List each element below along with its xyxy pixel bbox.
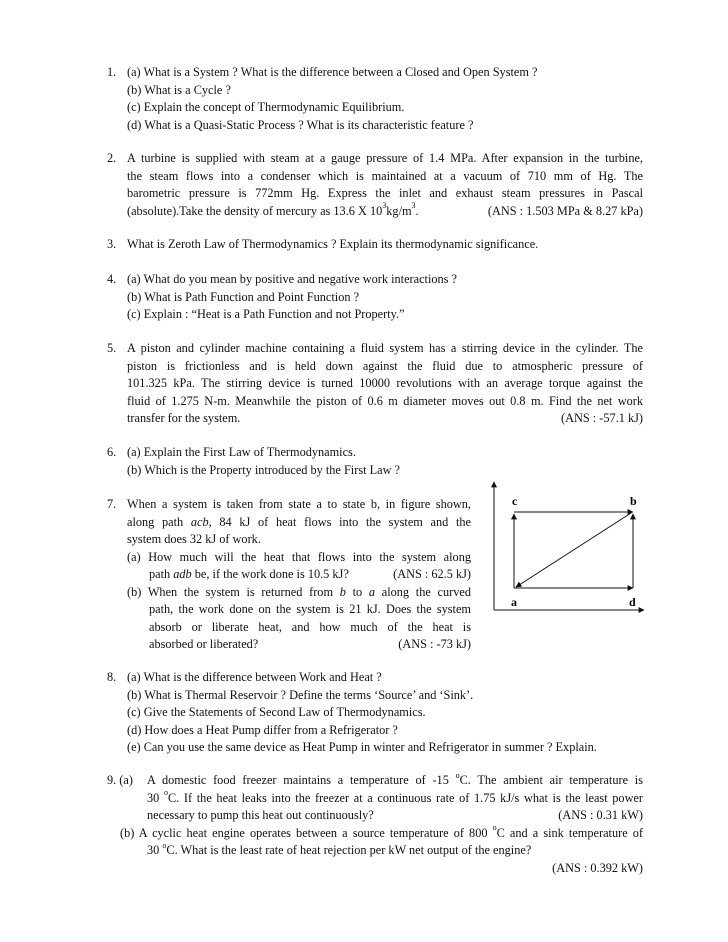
q9-b-line-1: (b) A cyclic heat engine operates between a source temperature of 800 $^o$C and a sink temperature of xyxy=(120,823,643,840)
path-b-to-a xyxy=(516,513,631,587)
q3-line-1: What is Zeroth Law of Thermodynamics ? Explain its thermodynamic significance. xyxy=(127,237,539,251)
q9-a-line-3: necessary to pump this heat out continuously? (ANS : 0.31 kW) xyxy=(147,807,643,825)
q9-a-line-2: 30 $^o$C. If the heat leaks into the freezer at a continuous rate of 1.75 kJ/s what is the least power xyxy=(147,788,644,805)
q4-part-b: (b) What is Path Function and Point Function ? xyxy=(127,289,360,304)
question-4 xyxy=(107,271,643,324)
q5-line-5 xyxy=(127,410,643,428)
q7-part-a-line-1: (a) How much will the heat that flows into the system along xyxy=(127,549,471,564)
question-6 xyxy=(107,444,643,479)
q7-part-b-line-4: absorbed or liberated? (ANS : -73 kJ) xyxy=(127,636,471,654)
question-number: 2. xyxy=(107,151,117,165)
q6-part-a: (a) Explain the First Law of Thermodynamics. xyxy=(127,445,356,459)
q8-part-b: (b) What is Thermal Reservoir ? Define the terms ‘Source’ and ‘Sink’. xyxy=(127,687,474,702)
q9-part-a xyxy=(107,772,643,790)
q1-part-a: (a) What is a System ? What is the difference between a Closed and Open System ? xyxy=(127,65,538,79)
label-c: c xyxy=(512,494,518,508)
q5-line-5-text: transfer for the system. xyxy=(127,411,241,425)
question-1 xyxy=(107,64,643,134)
question-number: 6. xyxy=(107,445,117,459)
q1-part-c: (c) Explain the concept of Thermodynamic Equilibrium. xyxy=(127,100,405,114)
q9-a-line-1: A domestic food freezer maintains a temperature of -15 $^o$C. The ambient air temperature is xyxy=(147,770,643,787)
q9-b-answer-row xyxy=(147,860,643,878)
q7-part-b-line-3: absorb or liberate heat, and how much of the heat is xyxy=(149,619,471,634)
q5-line-4: fluid of 1.275 N-m. Meanwhile the piston of 0.6 m diameter moves out 0.8 m. Find the net work xyxy=(127,393,643,408)
question-2 xyxy=(107,150,643,220)
q5-line-2: piston is frictionless and is held down against the fluid due to atmospheric pressure of xyxy=(127,358,643,373)
q8-part-e: (e) Can you use the same device as Heat Pump in winter and Refrigerator in summer ? Explain. xyxy=(127,740,597,754)
question-number: 7. xyxy=(107,497,117,511)
q7-part-a-answer: (ANS : 62.5 kJ) xyxy=(393,567,471,581)
q5-line-3: 101.325 kPa. The stirring device is turned 10000 revolutions with an average torque against the xyxy=(127,376,643,390)
label-a: a xyxy=(511,595,517,609)
q6-part-b: (b) Which is the Property introduced by the First Law ? xyxy=(127,462,400,477)
q7-line-1: When a system is taken from state a to state b, in figure shown, xyxy=(127,497,471,511)
q7-part-a-line-2: path adb be, if the work done is 10.5 kJ? (ANS : 62.5 kJ) xyxy=(127,566,471,584)
q7-line-3: system does 32 kJ of work. xyxy=(127,532,261,546)
q5-answer: (ANS : -57.1 kJ) xyxy=(561,411,643,425)
q7-part-b-line-1: (b) When the system is returned from b to a along the curved xyxy=(127,584,471,599)
q8-part-a: (a) What is the difference between Work and Heat ? xyxy=(127,670,382,684)
q5-line-1: A piston and cylinder machine containing a fluid system has a stirring device in the cylinder. The xyxy=(127,341,643,355)
q2-answer: (ANS : 1.503 MPa & 8.27 kPa) xyxy=(487,203,643,218)
q2-density-text: (absolute).Take the density of mercury as 13.6 X $10^3kg/m^3$. xyxy=(127,201,419,218)
question-9 xyxy=(107,772,643,877)
q7-part-b-line-2: path, the work done on the system is 21 kJ. Does the system xyxy=(149,602,471,616)
question-number: 5. xyxy=(107,341,117,355)
question-3 xyxy=(107,236,643,254)
q9-b-line-2: 30 $^o$C. What is the least rate of heat rejection per kW net output of the engine? xyxy=(147,840,532,857)
q8-part-d: (d) How does a Heat Pump differ from a Refrigerator ? xyxy=(127,722,398,737)
q2-line-2: the steam flows into a condenser which is maintained at a vacuum of 710 mm of Hg. The xyxy=(127,168,643,183)
q4-part-a: (a) What do you mean by positive and negative work interactions ? xyxy=(127,272,457,286)
question-5 xyxy=(107,340,643,428)
q9-a-answer: (ANS : 0.31 kW) xyxy=(558,808,643,822)
q7-part-b-answer: (ANS : -73 kJ) xyxy=(398,637,471,651)
question-number: 4. xyxy=(107,272,117,286)
label-b: b xyxy=(630,494,637,508)
q2-line-1: A turbine is supplied with steam at a gauge pressure of 1.4 MPa. After expansion in the turbine, xyxy=(127,151,643,165)
label-d: d xyxy=(629,595,636,609)
q7-line-2: along path acb, 84 kJ of heat flows into the system and the xyxy=(127,514,471,529)
question-number: 3. xyxy=(107,237,117,251)
q2-line-3: barometric pressure is 772mm Hg. Express the inlet and exhaust steam pressures in Pascal xyxy=(127,186,643,200)
pv-diagram-svg xyxy=(486,480,646,630)
q2-line-4 xyxy=(127,203,643,221)
q9-number: 9. (a) xyxy=(107,773,133,787)
question-number: 1. xyxy=(107,65,117,79)
q1-part-b: (b) What is a Cycle ? xyxy=(127,82,231,97)
question-number: 8. xyxy=(107,670,117,684)
q1-part-d: (d) What is a Quasi-Static Process ? What is its characteristic feature ? xyxy=(127,117,474,132)
q9-b-answer: (ANS : 0.392 kW) xyxy=(552,860,643,875)
question-8 xyxy=(107,669,643,757)
q8-part-c: (c) Give the Statements of Second Law of Thermodynamics. xyxy=(127,705,426,719)
pv-diagram xyxy=(486,480,646,630)
q4-part-c: (c) Explain : “Heat is a Path Function and not Property.” xyxy=(127,307,405,321)
